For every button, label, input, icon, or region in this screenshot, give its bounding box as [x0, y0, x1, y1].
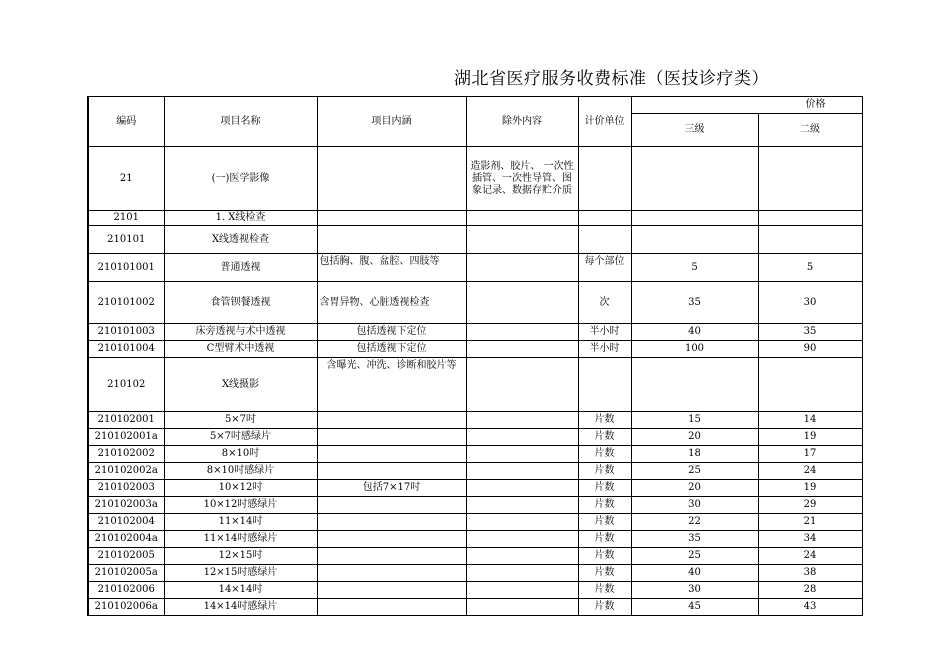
level3-price-cell: 30: [631, 497, 758, 514]
level3-price-cell: 45: [631, 599, 758, 616]
code-cell: 210101: [88, 226, 164, 254]
table-row: [88, 548, 862, 565]
table-row: [88, 446, 862, 463]
content-cell: 包括胸、腹、盆腔、四肢等: [317, 254, 466, 282]
code-cell: 210102005a: [88, 565, 164, 582]
header-level2: 二级: [758, 114, 862, 147]
unit-cell: 片数: [578, 446, 631, 463]
content-cell: 包括透视下定位: [317, 324, 466, 341]
level2-price-cell: 19: [758, 480, 862, 497]
header-level3: 三级: [631, 114, 758, 147]
code-cell: 210102003: [88, 480, 164, 497]
content-cell: [317, 446, 466, 463]
content-cell: [317, 514, 466, 531]
unit-cell: 片数: [578, 514, 631, 531]
content-cell: [317, 582, 466, 599]
table-row: [88, 565, 862, 582]
content-cell: 含曝光、冲洗、诊断和胶片等: [317, 358, 466, 412]
table-row: [88, 480, 862, 497]
code-cell: 2101: [88, 211, 164, 226]
content-cell: [317, 226, 466, 254]
level3-price-cell: [631, 226, 758, 254]
name-cell: C型臂术中透视: [164, 341, 317, 358]
code-cell: 210101004: [88, 341, 164, 358]
exclusion-cell: [466, 282, 578, 324]
header-name: 项目名称: [164, 97, 317, 147]
content-cell: [317, 412, 466, 429]
table-row: [88, 463, 862, 480]
table-row: [88, 211, 862, 226]
level2-price-cell: 21: [758, 514, 862, 531]
exclusion-cell: [466, 324, 578, 341]
table-row: [88, 254, 862, 282]
content-cell: [317, 429, 466, 446]
level2-price-cell: 28: [758, 582, 862, 599]
unit-cell: [578, 147, 631, 211]
content-cell: [317, 147, 466, 211]
code-cell: 210102005: [88, 548, 164, 565]
unit-cell: 半小时: [578, 341, 631, 358]
name-cell: 床旁透视与术中透视: [164, 324, 317, 341]
unit-cell: [578, 358, 631, 412]
level2-price-cell: 17: [758, 446, 862, 463]
level3-price-cell: 22: [631, 514, 758, 531]
content-cell: [317, 565, 466, 582]
name-cell: 12×15吋: [164, 548, 317, 565]
name-cell: 1. X线检查: [164, 211, 317, 226]
content-cell: [317, 211, 466, 226]
name-cell: 5×7吋感绿片: [164, 429, 317, 446]
code-cell: 210102004a: [88, 531, 164, 548]
unit-cell: [578, 211, 631, 226]
level2-price-cell: 19: [758, 429, 862, 446]
name-cell: 11×14吋: [164, 514, 317, 531]
header-price: 价格: [631, 97, 862, 114]
table-row: [88, 531, 862, 548]
unit-cell: 片数: [578, 582, 631, 599]
content-cell: 包括7×17吋: [317, 480, 466, 497]
name-cell: 普通透视: [164, 254, 317, 282]
name-cell: 11×14吋感绿片: [164, 531, 317, 548]
code-cell: 210102: [88, 358, 164, 412]
table-row: [88, 282, 862, 324]
level2-price-cell: 24: [758, 548, 862, 565]
level3-price-cell: [631, 147, 758, 211]
content-cell: [317, 531, 466, 548]
content-cell: 包括透视下定位: [317, 341, 466, 358]
content-cell: [317, 463, 466, 480]
unit-cell: 片数: [578, 429, 631, 446]
name-cell: 食管钡餐透视: [164, 282, 317, 324]
table-row: [88, 599, 862, 616]
level3-price-cell: 40: [631, 324, 758, 341]
level3-price-cell: 5: [631, 254, 758, 282]
level3-price-cell: [631, 358, 758, 412]
table-row: [88, 582, 862, 599]
exclusion-cell: [466, 226, 578, 254]
name-cell: 12×15吋感绿片: [164, 565, 317, 582]
name-cell: X线透视检查: [164, 226, 317, 254]
fee-table: [87, 96, 863, 616]
level2-price-cell: 38: [758, 565, 862, 582]
name-cell: (一)医学影像: [164, 147, 317, 211]
exclusion-cell: [466, 531, 578, 548]
level3-price-cell: 20: [631, 480, 758, 497]
table-row: [88, 429, 862, 446]
table-row: [88, 324, 862, 341]
table-row: [88, 497, 862, 514]
level3-price-cell: 100: [631, 341, 758, 358]
level3-price-cell: 20: [631, 429, 758, 446]
content-cell: 含胃异物、心脏透视检查: [317, 282, 466, 324]
name-cell: 14×14吋感绿片: [164, 599, 317, 616]
header-unit: 计价单位: [578, 97, 631, 147]
exclusion-cell: [466, 599, 578, 616]
level3-price-cell: 25: [631, 463, 758, 480]
unit-cell: 片数: [578, 412, 631, 429]
exclusion-cell: [466, 341, 578, 358]
level2-price-cell: 24: [758, 463, 862, 480]
exclusion-cell: [466, 497, 578, 514]
code-cell: 210101002: [88, 282, 164, 324]
unit-cell: 片数: [578, 463, 631, 480]
level3-price-cell: 25: [631, 548, 758, 565]
name-cell: 10×12吋感绿片: [164, 497, 317, 514]
level2-price-cell: 43: [758, 599, 862, 616]
level3-price-cell: 15: [631, 412, 758, 429]
table-row: [88, 341, 862, 358]
level2-price-cell: 35: [758, 324, 862, 341]
exclusion-cell: [466, 548, 578, 565]
exclusion-cell: [466, 582, 578, 599]
name-cell: 5×7吋: [164, 412, 317, 429]
exclusion-cell: 造影剂、胶片、 一次性插管、一次性导管、图象记录、数据存贮介质: [466, 147, 578, 211]
unit-cell: 片数: [578, 565, 631, 582]
exclusion-cell: [466, 254, 578, 282]
header-row: [88, 97, 862, 114]
code-cell: 21: [88, 147, 164, 211]
level2-price-cell: [758, 358, 862, 412]
level3-price-cell: 30: [631, 582, 758, 599]
exclusion-cell: [466, 480, 578, 497]
unit-cell: 每个部位: [578, 254, 631, 282]
table-row: [88, 358, 862, 412]
exclusion-cell: [466, 514, 578, 531]
level2-price-cell: 90: [758, 341, 862, 358]
header-content: 项目内涵: [317, 97, 466, 147]
unit-cell: 次: [578, 282, 631, 324]
header-code: 编码: [88, 97, 164, 147]
code-cell: 210101001: [88, 254, 164, 282]
level2-price-cell: 14: [758, 412, 862, 429]
level2-price-cell: [758, 211, 862, 226]
header-exclusion: 除外内容: [466, 97, 578, 147]
content-cell: [317, 548, 466, 565]
table-row: [88, 412, 862, 429]
exclusion-cell: [466, 446, 578, 463]
unit-cell: 片数: [578, 599, 631, 616]
level3-price-cell: 40: [631, 565, 758, 582]
exclusion-cell: [466, 358, 578, 412]
code-cell: 210101003: [88, 324, 164, 341]
document-title: 湖北省医疗服务收费标准（医技诊疗类）: [454, 69, 769, 89]
table-row: [88, 514, 862, 531]
level2-price-cell: 5: [758, 254, 862, 282]
table-row: [88, 226, 862, 254]
level2-price-cell: [758, 147, 862, 211]
exclusion-cell: [466, 429, 578, 446]
level3-price-cell: 35: [631, 531, 758, 548]
unit-cell: [578, 226, 631, 254]
name-cell: 8×10吋: [164, 446, 317, 463]
table-row: [88, 147, 862, 211]
exclusion-cell: [466, 565, 578, 582]
exclusion-cell: [466, 463, 578, 480]
exclusion-cell: [466, 211, 578, 226]
code-cell: 210102006: [88, 582, 164, 599]
code-cell: 210102001a: [88, 429, 164, 446]
code-cell: 210102002: [88, 446, 164, 463]
name-cell: X线摄影: [164, 358, 317, 412]
level3-price-cell: 18: [631, 446, 758, 463]
level3-price-cell: 35: [631, 282, 758, 324]
code-cell: 210102001: [88, 412, 164, 429]
unit-cell: 片数: [578, 497, 631, 514]
level3-price-cell: [631, 211, 758, 226]
unit-cell: 片数: [578, 531, 631, 548]
unit-cell: 片数: [578, 480, 631, 497]
name-cell: 10×12吋: [164, 480, 317, 497]
level2-price-cell: [758, 226, 862, 254]
code-cell: 210102003a: [88, 497, 164, 514]
code-cell: 210102006a: [88, 599, 164, 616]
exclusion-cell: [466, 412, 578, 429]
level2-price-cell: 29: [758, 497, 862, 514]
level2-price-cell: 30: [758, 282, 862, 324]
code-cell: 210102004: [88, 514, 164, 531]
unit-cell: 半小时: [578, 324, 631, 341]
name-cell: 14×14吋: [164, 582, 317, 599]
code-cell: 210102002a: [88, 463, 164, 480]
unit-cell: 片数: [578, 548, 631, 565]
level2-price-cell: 34: [758, 531, 862, 548]
content-cell: [317, 497, 466, 514]
name-cell: 8×10吋感绿片: [164, 463, 317, 480]
content-cell: [317, 599, 466, 616]
